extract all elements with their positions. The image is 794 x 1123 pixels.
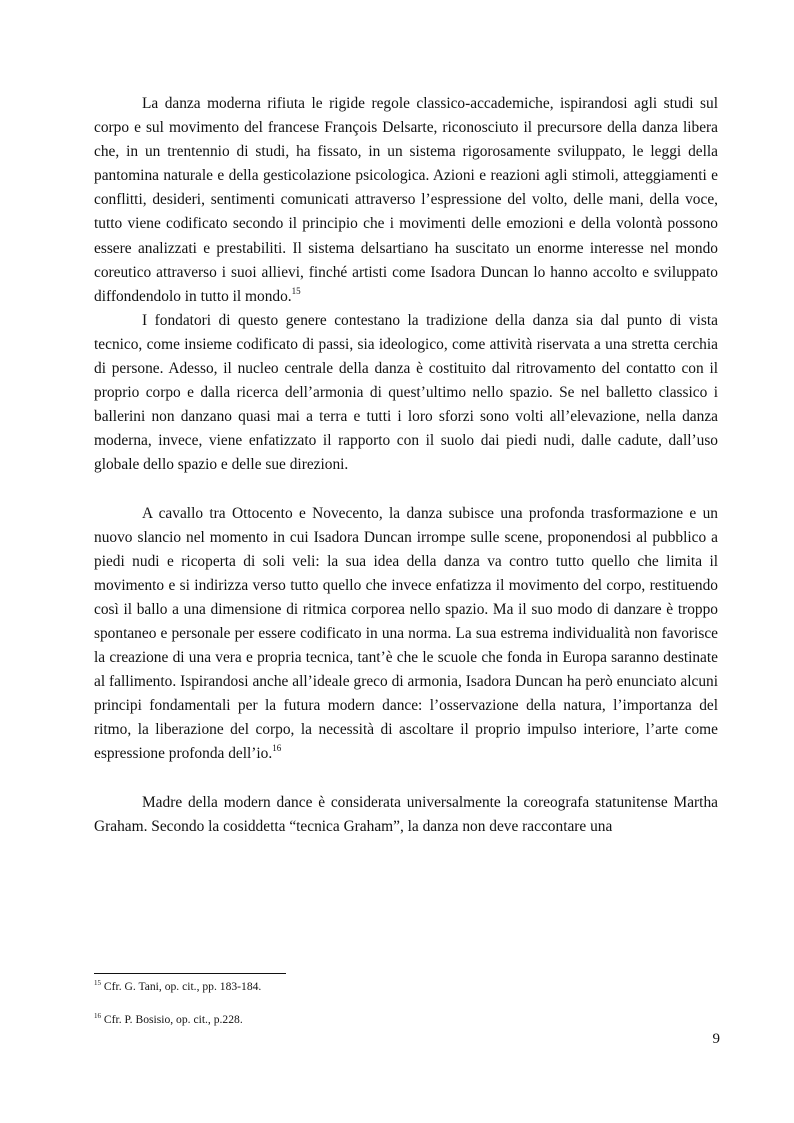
footnote-separator [94,973,286,974]
footnote-reference[interactable]: 15 [291,285,301,296]
paragraph-text: La danza moderna rifiuta le rigide regole classico-accademiche, ispirandosi agli studi sul corpo e sul movimento del francese François Delsarte, riconosciuto il precursore della danza libera che, in un trentennio di studi, ha fissato, in un sistema rigorosamente sviluppato, le leggi della pantomina naturale e della gesticolazione psicologica. Azioni e reazioni agli stimoli, atteggiamenti e conflitti, desideri, sentimenti comunicati attraverso l’espressione del volto, delle mani, della voce, tutto viene codificato secondo il principio che i movimenti delle emozioni e della volontà possono essere analizzati e prestabiliti. Il sistema delsartiano ha suscitato un enorme interesse nel mondo coreutico attraverso i suoi allievi, finché artisti come Isadora Duncan lo hanno accolto e sviluppato diffondendolo in tutto il mondo. [94,95,718,305]
paragraph-graham [94,791,718,839]
body-text [94,92,718,839]
footnote [94,980,718,994]
page-number: 9 [712,1031,720,1047]
paragraph-text: Madre della modern dance è considerata universalmente la coreografa statunitense Martha Graham. Secondo la cosiddetta “tecnica Graham”, la danza non deve raccontare una [94,793,718,835]
footnote-text: Cfr. G. Tani, op. cit., pp. 183-184. [101,980,262,993]
footnote-reference[interactable]: 16 [272,743,282,754]
footnotes [94,980,718,1046]
footnote-text: Cfr. P. Bosisio, op. cit., p.228. [101,1013,243,1026]
paragraph-duncan [94,502,718,767]
footnote [94,1013,718,1027]
footnote-number: 16 [94,1012,101,1021]
paragraph-text: A cavallo tra Ottocento e Novecento, la danza subisce una profonda trasformazione e un nuovo slancio nel momento in cui Isadora Duncan irrompe sulle scene, proponendosi al pubblico a piedi nudi e ricoperta di soli veli: la sua idea della danza va contro tutto quello che limita il movimento e si indirizza verso tutto quello che invece enfatizza il movimento del corpo, restituendo così il ballo a una dimensione di ritmica corporea nello spazio. Ma il suo modo di danzare è troppo spontaneo e personale per essere codificato in una norma. La sua estrema individualità non favorisce la creazione di una vera e propria tecnica, tant’è che le scuole che fonda in Europa saranno destinate al fallimento. Ispirandosi anche all’ideale greco di armonia, Isadora Duncan ha però enunciato alcuni principi fondamentali per la futura modern dance: l’osservazione della natura, l’importanza del ritmo, la liberazione del corpo, la necessità di ascoltare il proprio impulso interiore, l’arte come espressione profonda dell’io. [94,504,718,763]
paragraph-fondatori [94,309,718,478]
paragraph-delsarte [94,92,718,309]
footnote-number: 15 [94,979,101,988]
paragraph-text: I fondatori di questo genere contestano la tradizione della danza sia dal punto di vista tecnico, come insieme codificato di passi, sia ideologico, come attività riservata a una stretta cerchia di persone. Adesso, il nucleo centrale della danza è costituito dal ritrovamento del contatto con il proprio corpo e dalla ricerca dell’armonia di quest’ultimo nello spazio. Se nel balletto classico i ballerini non danzano quasi mai a terra e tutti i loro sforzi sono volti all’elevazione, nella danza moderna, invece, viene enfatizzato il rapporto con il suolo dai piedi nudi, dalle cadute, dall’uso globale dello spazio e delle sue direzioni. [94,311,718,474]
